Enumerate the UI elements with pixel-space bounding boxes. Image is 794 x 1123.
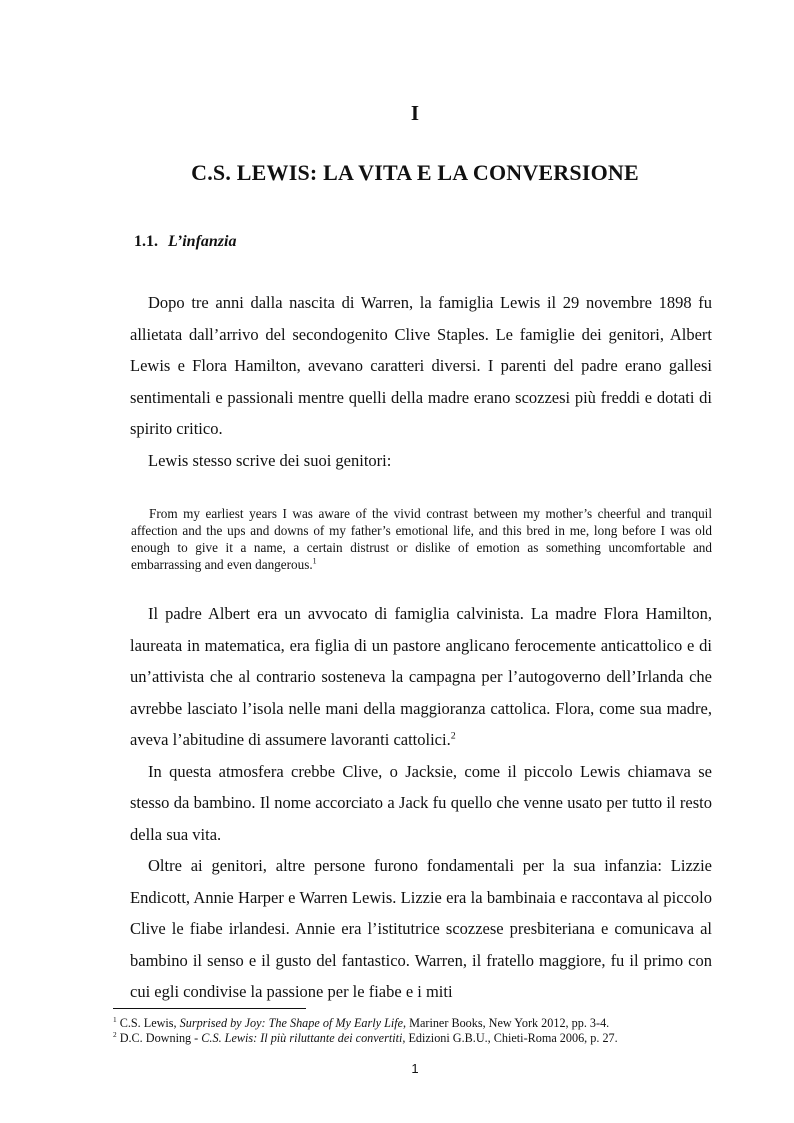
page-number: 1	[411, 1061, 419, 1076]
block-quote	[131, 505, 712, 573]
footnote-marker[interactable]: 2	[450, 730, 456, 742]
footnote-marker[interactable]: 1	[312, 556, 317, 566]
footnote-book-title: Surprised by Joy: The Shape of My Early Life	[179, 1016, 404, 1030]
body-text-before-quote	[130, 287, 712, 476]
quote-text: From my earliest years I was aware of the vivid contrast between my mother’s cheerful and tranquil affection and the ups and downs of my father’s emotional life, and this bred in me, long before I was old enough to give it a name, a certain distrust or dislike of emotion as something uncomfortable and embarrassing and even dangerous.	[131, 506, 712, 572]
paragraph: Il padre Albert era un avvocato di famiglia calvinista. La madre Flora Hamilton, laureata in matematica, era figlia di un pastore anglicano ferocemente anticattolico e di un’attivista che al contrario sosteneva la campagna per l’autogoverno dell’Irlanda che avrebbe lasciato l’isola nelle mani della maggioranza cattolica. Flora, come sua madre, aveva l’abitudine di assumere lavoranti cattolici.	[130, 604, 712, 749]
footnotes	[113, 1016, 713, 1046]
paragraph: Oltre ai genitori, altre persone furono fondamentali per la sua infanzia: Lizzie Endicott, Annie Harper e Warren Lewis. Lizzie era la bambinaia e raccontava al piccolo Clive le fiabe irlandesi. Annie era l’istitutrice scozzese presbiteriana e comunicava al bambino il senso e il gusto del fantastico. Warren, il fratello maggiore, fu il primo con cui egli condivise la passione per le fiabe e i miti	[130, 856, 712, 1001]
footnote-author: D.C. Downing -	[116, 1031, 202, 1045]
section-heading	[134, 233, 236, 251]
section-title: L’infanzia	[168, 233, 237, 250]
paragraph: In questa atmosfera crebbe Clive, o Jacksie, come il piccolo Lewis chiamava se stesso da bambino. Il nome accorciato a Jack fu quello che venne usato per tutto il resto della sua vita.	[130, 761, 712, 844]
chapter-title: C.S. LEWIS: LA VITA E LA CONVERSIONE	[191, 160, 639, 185]
paragraph: Dopo tre anni dalla nascita di Warren, la famiglia Lewis il 29 novembre 1898 fu allietata dall’arrivo del secondogenito Clive Staples. Le famiglie dei genitori, Albert Lewis e Flora Hamilton, avevano caratteri diversi. I parenti del padre erano gallesi sentimentali e passionali mentre quelli della madre erano scozzesi più freddi e dotati di spirito critico.	[130, 293, 712, 438]
footnote-book-title: C.S. Lewis: Il più riluttante dei convertiti	[201, 1031, 403, 1045]
footnote-details: , Edizioni G.B.U., Chieti-Roma 2006, p. 27.	[402, 1031, 618, 1045]
footnote-details: , Mariner Books, New York 2012, pp. 3-4.	[403, 1016, 610, 1030]
footnote-number: 1	[113, 1014, 117, 1024]
footnote	[113, 1031, 713, 1046]
footnote-number: 2	[113, 1029, 117, 1039]
chapter-number: I	[410, 101, 420, 125]
paragraph: Lewis stesso scrive dei suoi genitori:	[148, 450, 392, 470]
footnote-author: C.S. Lewis,	[116, 1016, 180, 1030]
footnote-separator	[113, 1008, 306, 1009]
footnote	[113, 1016, 713, 1031]
section-number: 1.1.	[134, 233, 158, 250]
body-text-after-quote	[130, 598, 712, 1008]
